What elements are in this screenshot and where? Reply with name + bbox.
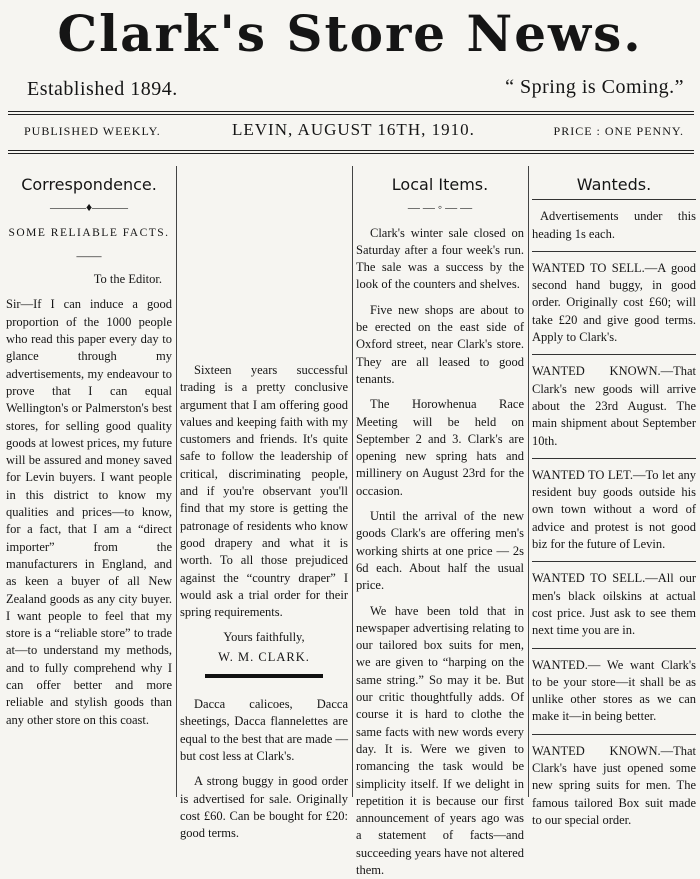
local-item: Clark's winter sale closed on Saturday after a four week's run. The sale was a success by the look of the counters and shelves. [356,225,524,292]
wanteds-column [532,166,696,827]
correspondence-subheading: SOME RELIABLE FACTS. [8,226,170,239]
ornament-divider: ———♦——— [49,200,129,215]
local-item: The Horowhenua Race Meeting will be held on September 2 and 3. Clark's are opening new spring hats and millinery on August 23rd for the occasion. [356,397,524,498]
letter-signoff: Yours faithfully, [223,630,305,645]
correspondence-heading: Correspondence. [21,175,157,194]
local-item: Until the arrival of the new goods Clark's are offering men's working shirts at one price — 2s 6d each. About half the usual price. [356,509,524,593]
slogan: “ Spring is Coming.” [505,76,684,98]
wanted-ad: WANTED KNOWN.—That Clark's new goods will arrive about the 23rd August. The main shipment about September 10th. [532,364,696,448]
letter-body: Sir—If I can induce a good proportion of the 1000 people who read this paper every day to glance through my advertisements, my endeavour to prove that I can equal Wellington's or Palmerston's best stores, for selling good quality goods at lowest prices, my future will be assured and money saved for Levin buyers. I want people in this district to know my qualities and prices—to know, for a fact, that I am a “direct importer” from the manufacturers in England, and as keen a buyer of all New Zealand goods as any city buyer. I want people to feel that my store is a “reliable store” to trade at—to understand my methods, and to fully comprehend why I can offer better and more reliable and stylish goods than any other store on this coast. [6,297,172,727]
published-weekly: PUBLISHED WEEKLY. [24,124,161,138]
small-dash: —— [76,248,102,263]
wanteds-heading: Wanteds. [576,175,652,194]
letter-paragraph: Sixteen years successful trading is a pretty conclusive argument that I am offering good values and keeping faith with my customers and friends. It's quite safe to follow the leadership of critical, discriminating people, and if you're observant you'll find that my store is getting the patronage of residents who know good drapery and what it is worth. To all those prejudiced against the “country draper” I would ask a trial order for their spring requirements. [180,363,348,620]
wanted-ad: WANTED TO SELL.—A good second hand buggy, in good order. Originally cost £60; will take £20 and give good terms. Apply to Clark's. [532,260,696,345]
dateline: LEVIN, AUGUST 16TH, 1910. [232,120,475,139]
buggy-paragraph: A strong buggy in good order is advertised for sale. Originally cost £60. Can be bought for £20: good terms. [180,774,348,841]
correspondence-column-1 [6,166,172,797]
ornament-divider: — — ◦ — — [407,200,473,215]
correspondence-column-2 [180,166,348,841]
wanted-ad: WANTED TO LET.—To let any resident buy goods outside his own town without a word of advice and protest is not good biz for the future of Levin. [532,467,696,552]
ad-divider [532,199,696,200]
ad-divider [532,561,696,562]
local-item: Five new shops are about to be erected on the east side of Oxford street, near Clark's store. They are all leased to good tenants. [356,302,524,386]
local-items-heading: Local Items. [391,175,489,194]
ad-divider [532,251,696,252]
local-items-column [356,166,524,877]
to-editor: To the Editor. [93,272,162,287]
header-rule-top-inner [8,114,694,115]
established-line: Established 1894. [27,78,178,100]
section-bar [205,674,323,678]
column-divider [528,166,529,797]
local-item: We have been told that in newspaper advertising relating to our tailored box suits for men, we are given to “harping on the same string.” So may it be. But our critic thoughtfully adds. Of course it is hard to clothe the same facts with new words every day. It is. Were we given to romancing the task would be simplicity itself. If we delight in repetition it is because our first announcement of years ago was a statement of facts—and succeeding years have not altered them. [356,603,524,877]
masthead-title: Clark's Store News. [57,4,643,63]
ad-divider [532,458,696,459]
ad-divider [532,734,696,735]
header-rule-top [8,111,694,112]
price: PRICE : ONE PENNY. [553,124,684,138]
ad-divider [532,354,696,355]
wanted-ad: WANTED KNOWN.—That Clark's have just opened some new spring suits for men. The famous tailored Box suit made to our special order. [532,743,696,827]
column-divider [176,166,177,797]
ad-divider [532,648,696,649]
letter-signature: W. M. CLARK. [218,649,310,664]
wanteds-intro: Advertisements under this heading 1s each. [532,209,696,241]
dacca-paragraph: Dacca calicoes, Dacca sheetings, Dacca flannelettes are equal to the best that are made — but cost less at Clark's. [180,697,348,763]
wanted-ad: WANTED TO SELL.—All our men's black oilskins at actual cost price. Just ask to see them next time you are in. [532,571,696,638]
column-divider [352,166,353,797]
header-rule-bottom [8,150,694,151]
header-rule-bottom-inner [8,153,694,154]
wanted-ad: WANTED.— We want Clark's to be your store—it shall be as unlike other stores as we can make it—in being better. [532,657,696,724]
